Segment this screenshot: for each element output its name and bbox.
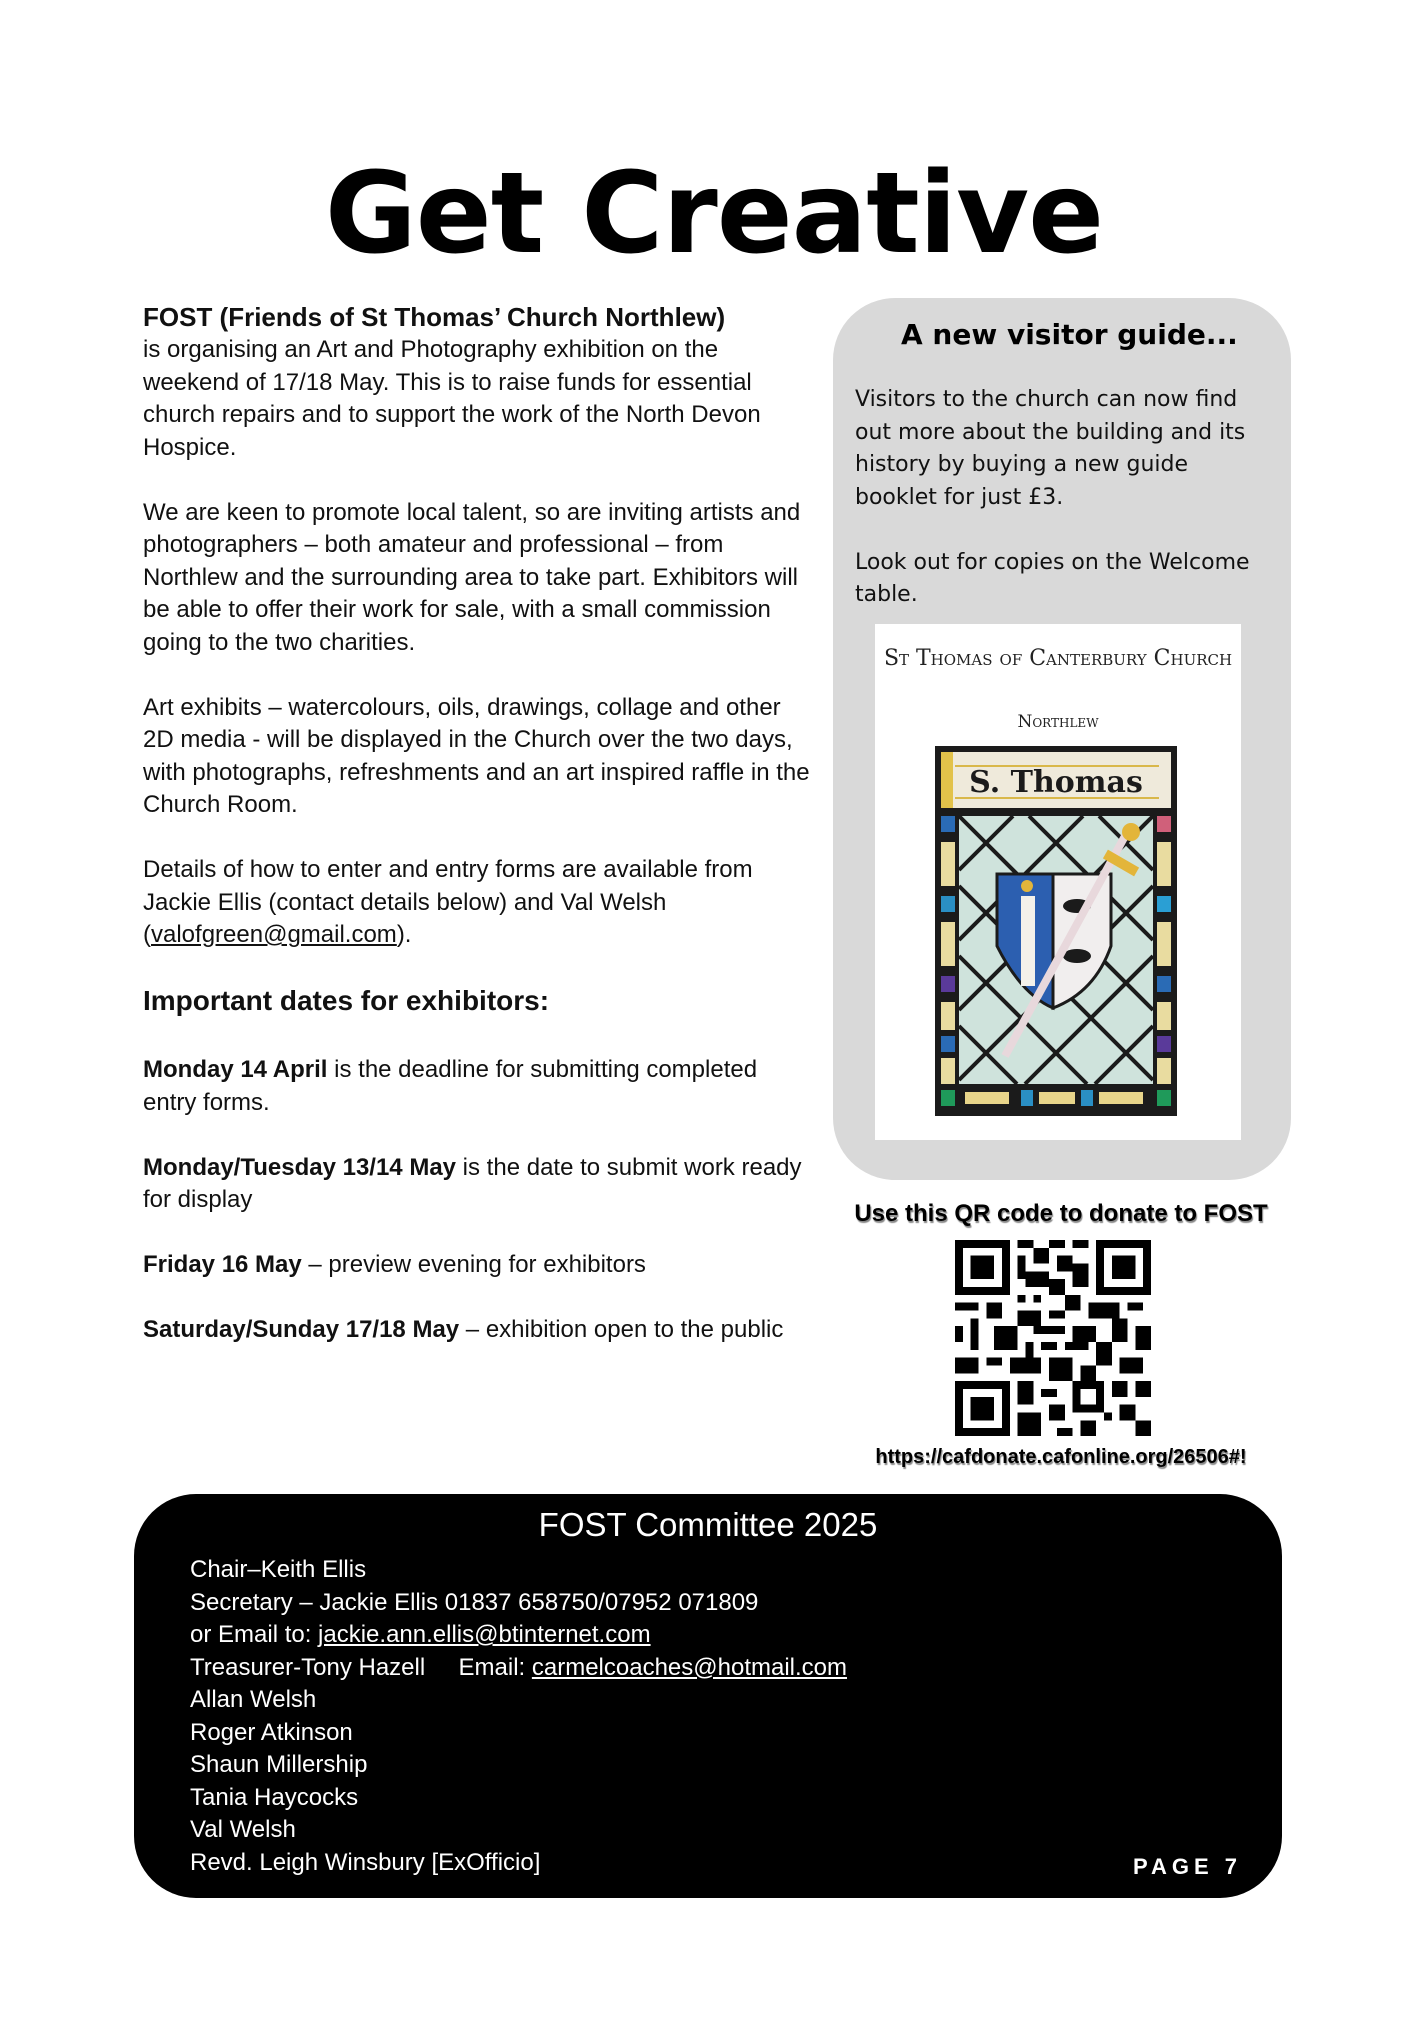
val-welsh-email-link[interactable]: valofgreen@gmail.com	[151, 921, 397, 948]
committee-member: Allan Welsh	[190, 1686, 317, 1713]
date-description: is the date to submit work ready for display	[143, 1153, 802, 1213]
committee-title: FOST Committee 2025	[538, 1506, 878, 1543]
committee-member: Shaun Millership	[190, 1751, 368, 1778]
para4-text-before: Details of how to enter and entry forms are available from Jackie Ellis (contact details below) and Val Welsh (	[143, 856, 753, 948]
committee-member: Revd. Leigh Winsbury [ExOfficio]	[190, 1848, 541, 1876]
article-body	[143, 300, 813, 1379]
date-item	[143, 1314, 813, 1347]
visitor-guide-title: A new visitor guide...	[901, 318, 1238, 351]
committee-panel	[134, 1494, 1282, 1898]
donate-qr-title: Use this QR code to donate to FOST	[854, 1200, 1268, 1227]
page-number: PAGE 7	[1132, 1854, 1242, 1879]
treasurer-label: Treasurer-Tony Hazell Email:	[190, 1653, 532, 1681]
intro-heading: FOST (Friends of St Thomas’ Church Northlew)	[143, 302, 726, 332]
committee-member: Tania Haycocks	[190, 1783, 359, 1811]
intro-paragraph-1: is organising an Art and Photography exhibition on the weekend of 17/18 May. This is to raise funds for essential church repairs and to support the work of the North Devon Hospice.	[143, 336, 761, 461]
visitor-guide-paragraph-1: Visitors to the church can now find out more about the building and its history by buying a new guide booklet for just £3.	[855, 387, 1246, 510]
date-item	[143, 1054, 813, 1119]
secretary-email-line	[190, 1619, 847, 1652]
secretary-email-link[interactable]: jackie.ann.ellis@btinternet.com	[318, 1621, 651, 1648]
donate-qr-code[interactable]	[955, 1240, 1151, 1436]
guide-booklet-cover	[875, 624, 1241, 1140]
dates-heading: Important dates for exhibitors:	[143, 985, 550, 1016]
committee-member: Val Welsh	[190, 1816, 296, 1843]
date-item	[143, 1152, 813, 1217]
committee-member: Roger Atkinson	[190, 1718, 353, 1746]
booklet-title: St Thomas of Canterbury Church	[883, 646, 1233, 671]
intro-paragraph-2: We are keen to promote local talent, so are inviting artists and photographers – both amateur and professional – from Northlew and the surrounding area to take part. Exhibitors will be able to offer their work for sale, with a small commission going to the two charities.	[143, 498, 801, 656]
visitor-guide-text	[855, 384, 1275, 644]
date-item	[143, 1249, 813, 1282]
date-description: – preview evening for exhibitors	[301, 1251, 646, 1278]
date-description: – exhibition open to the public	[459, 1316, 784, 1343]
committee-chair: Chair–Keith Ellis	[190, 1556, 367, 1583]
date-description: is the deadline for submitting completed entry forms.	[143, 1056, 758, 1116]
visitor-guide-box	[833, 298, 1291, 1180]
committee-list	[190, 1554, 847, 1879]
page-title: Get Creative	[324, 149, 1104, 279]
stained-glass-window-image	[935, 746, 1177, 1116]
date-label: Friday 16 May	[143, 1251, 302, 1278]
qr-code-icon	[955, 1240, 1151, 1436]
window-banner-text: S. Thomas	[969, 765, 1143, 800]
booklet-subtitle: Northlew	[1017, 712, 1099, 732]
date-label: Saturday/Sunday 17/18 May	[143, 1316, 460, 1343]
stained-glass-illustration	[935, 746, 1177, 1116]
committee-secretary: Secretary – Jackie Ellis 01837 658750/07952 071809	[190, 1588, 759, 1616]
date-label: Monday 14 April	[143, 1056, 328, 1083]
para4-text-after: ).	[396, 921, 412, 948]
committee-treasurer	[190, 1652, 847, 1685]
intro-paragraph-3: Art exhibits – watercolours, oils, drawings, collage and other 2D media - will be displayed in the Church over the two days, with photographs, refreshments and an art inspired raffle in the Church Room.	[143, 693, 810, 818]
date-label: Monday/Tuesday 13/14 May	[143, 1153, 457, 1181]
visitor-guide-paragraph-2: Look out for copies on the Welcome table.	[855, 549, 1250, 607]
donate-url-link[interactable]: https://cafdonate.cafonline.org/26506#!	[875, 1446, 1247, 1468]
treasurer-email-link[interactable]: carmelcoaches@hotmail.com	[531, 1653, 848, 1681]
secretary-email-label: or Email to:	[190, 1621, 319, 1648]
intro-paragraph-4	[143, 854, 813, 952]
